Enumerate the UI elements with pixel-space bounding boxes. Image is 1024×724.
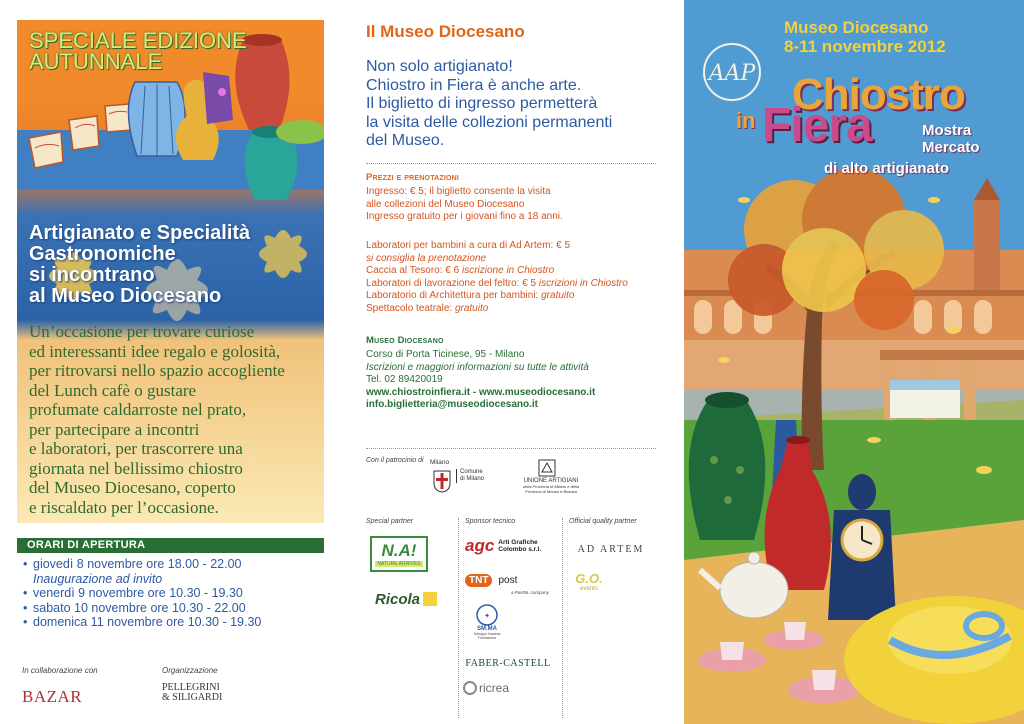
unione-artigiani-logo-icon bbox=[538, 459, 556, 477]
comune-line: Comune bbox=[460, 469, 483, 475]
left-panel bbox=[0, 0, 340, 724]
intro-line: la visita delle collezioni permanenti bbox=[366, 113, 613, 131]
comune-label bbox=[456, 469, 484, 483]
cover-title-in: in bbox=[736, 108, 756, 133]
na-logo bbox=[370, 536, 428, 572]
lab-text: Laboratori di lavorazione del feltro: € 5 bbox=[366, 277, 539, 289]
ad-artem-text: AD ARTEM bbox=[577, 543, 645, 555]
tnt-post-logo bbox=[465, 568, 555, 592]
ricola-mark-icon bbox=[423, 592, 437, 606]
faber-text: FABER-CASTELL bbox=[465, 657, 551, 669]
lab-text: Spettacolo teatrale: bbox=[366, 302, 455, 314]
info-note: Iscrizioni e maggiori informazioni su tutte le attività bbox=[366, 361, 589, 373]
smma-sub bbox=[473, 632, 500, 640]
lab-line bbox=[366, 290, 661, 303]
hours-item: • giovedì 8 novembre ore 18.00 - 22.00 Inaugurazione ad invito bbox=[23, 557, 324, 586]
cover-subtitle: di alto artigianato bbox=[824, 160, 950, 177]
quality-partner-col bbox=[562, 518, 662, 718]
body-line: e laboratori, per trascorrere una bbox=[29, 439, 243, 458]
milano-label: Milano bbox=[430, 459, 450, 466]
lab-line bbox=[366, 253, 661, 266]
bazar-logo: BAZAR bbox=[22, 687, 83, 706]
unione-sub bbox=[511, 484, 591, 494]
museum-contact-title: Museo Diocesano bbox=[366, 335, 444, 346]
phone: Tel. 02 89420019 bbox=[366, 374, 443, 386]
hours-item: • sabato 10 novembre ore 10.30 - 22.00 bbox=[23, 600, 246, 615]
body-line: per ritrovarsi nello spazio accogliente bbox=[29, 361, 285, 380]
price-line: Ingresso: € 5; il biglietto consente la visita bbox=[366, 186, 551, 197]
org-name bbox=[162, 683, 222, 703]
cover-mercato: Mercato bbox=[922, 139, 980, 156]
website-links[interactable]: www.chiostroinfiera.it - www.museodiocesano.it bbox=[366, 386, 596, 398]
collab-label: In collaborazione con bbox=[22, 666, 98, 675]
headline-line: Artigianato e Specialità bbox=[29, 222, 251, 244]
opening-hours bbox=[17, 538, 324, 646]
cover-panel bbox=[684, 0, 1024, 724]
smma-sub-line: Sviluppo Imprese bbox=[473, 632, 501, 636]
smma-sub-line: Formazione bbox=[477, 636, 497, 640]
intro-text bbox=[366, 58, 656, 151]
patronage bbox=[366, 455, 656, 495]
prices-title: Prezzi e prenotazioni bbox=[366, 172, 460, 183]
body-line: Un’occasione per trovare curiose bbox=[29, 322, 255, 341]
left-footer bbox=[22, 666, 322, 716]
unione-sub-line: della Provincia di Milano e della bbox=[522, 484, 580, 489]
cover-title-fiera: Fiera bbox=[762, 99, 872, 152]
ricrea-text: ricrea bbox=[479, 681, 510, 695]
body-line: del Museo Diocesano, coperto bbox=[29, 478, 236, 497]
divider bbox=[366, 448, 656, 449]
headline-line: Gastronomiche bbox=[29, 243, 176, 265]
lab-line bbox=[366, 240, 661, 253]
org-line: PELLEGRINI bbox=[162, 682, 220, 693]
hours-text: domenica 11 novembre ore 10.30 - 19.30 bbox=[33, 615, 262, 629]
middle-panel bbox=[342, 0, 682, 724]
svg-text:✦: ✦ bbox=[484, 612, 490, 620]
ricola-text: Ricola bbox=[374, 590, 420, 608]
tnt-mark: TNT bbox=[465, 574, 492, 587]
unione-sub-line: Provincia di Monza e Brianza bbox=[525, 489, 577, 494]
address: Corso di Porta Ticinese, 95 - Milano bbox=[366, 349, 525, 360]
post-sub: a PostNL company bbox=[511, 590, 549, 595]
body-line: per partecipare a incontri bbox=[29, 419, 200, 439]
body-line: giornata nel bellissimo chiostro bbox=[29, 458, 243, 478]
lab-note: iscrizione in Chiostro bbox=[461, 265, 555, 277]
museum-contact bbox=[366, 349, 661, 412]
collaboration bbox=[22, 666, 98, 707]
left-headline bbox=[29, 223, 319, 307]
lab-note: iscrizioni in Chiostro bbox=[538, 277, 628, 289]
agc-line: Colombo s.r.l. bbox=[498, 546, 542, 553]
edition-line-1: SPECIALE EDIZIONE bbox=[29, 28, 247, 53]
lab-line bbox=[366, 278, 661, 291]
intro-line: del Museo. bbox=[366, 132, 445, 149]
prices-block bbox=[366, 186, 661, 224]
ad-artem-logo bbox=[569, 534, 653, 564]
org-label: Organizzazione bbox=[162, 666, 218, 675]
cover-mostra: Mostra bbox=[922, 122, 972, 139]
go-events-logo bbox=[569, 568, 609, 594]
price-line: Ingresso gratuito per i giovani fino a 18 anni. bbox=[366, 211, 563, 223]
opening-hours-list bbox=[17, 553, 324, 630]
edition-line-2: AUTUNNALE bbox=[29, 49, 163, 74]
divider bbox=[366, 163, 656, 164]
lab-note: gratuito bbox=[541, 290, 575, 302]
cover-dates: 8-11 novembre 2012 bbox=[784, 37, 946, 56]
hours-text: sabato 10 novembre ore 10.30 - 22.00 bbox=[33, 600, 246, 615]
na-logo-sub: NATURE ARRIVES bbox=[377, 561, 421, 567]
cover-museum-name: Museo Diocesano bbox=[784, 18, 929, 37]
agc-line: Arti Grafiche bbox=[498, 539, 538, 546]
ceramics-illustration bbox=[17, 20, 324, 523]
cover-logo-mark: AAP bbox=[708, 61, 756, 86]
lab-text: Laboratori per bambini a cura di Ad Artem: € 5 bbox=[366, 240, 571, 251]
smma-logo bbox=[465, 600, 509, 644]
agc-logo bbox=[465, 534, 555, 558]
hours-item: • domenica 11 novembre ore 10.30 - 19.30 bbox=[23, 615, 262, 629]
body-line: profumate caldarroste nel prato, bbox=[29, 400, 247, 419]
special-partner-label: Special partner bbox=[366, 518, 414, 525]
intro-line: Chiostro in Fiera è anche arte. bbox=[366, 76, 582, 94]
faber-castell-logo bbox=[463, 654, 553, 672]
hours-text: venerdì 9 novembre ore 10.30 - 19.30 bbox=[33, 586, 243, 600]
special-partner-col bbox=[366, 518, 456, 718]
sponsor-tecnico-label: Sponsor tecnico bbox=[465, 518, 516, 525]
go-sub: events bbox=[580, 585, 598, 592]
quality-partner-label: Official quality partner bbox=[569, 518, 637, 525]
smma-text: SM.MA bbox=[477, 626, 497, 632]
labs-block bbox=[366, 240, 661, 316]
unione-name: UNIONE ARTIGIANI bbox=[523, 478, 579, 484]
headline-line: si incontrano bbox=[29, 264, 155, 286]
body-line: del Lunch cafè o gustare bbox=[29, 380, 197, 400]
email-link[interactable]: info.biglietteria@museodiocesano.it bbox=[366, 399, 538, 411]
museum-title: Il Museo Diocesano bbox=[366, 22, 525, 41]
lab-text: Laboratorio di Architettura per bambini: bbox=[366, 290, 542, 302]
hours-sub: Inaugurazione ad invito bbox=[33, 571, 163, 586]
ricrea-logo bbox=[463, 678, 533, 698]
ricola-logo bbox=[370, 588, 442, 610]
sponsors-area bbox=[366, 518, 662, 718]
lab-line bbox=[366, 303, 661, 316]
go-text: G.O. bbox=[575, 570, 603, 586]
lab-note: gratuito bbox=[454, 302, 489, 314]
comune-line: di Milano bbox=[460, 476, 485, 482]
lab-line bbox=[366, 265, 661, 278]
lab-text: Caccia al Tesoro: € 6 bbox=[366, 265, 462, 277]
intro-line: Il biglietto di ingresso permetterà bbox=[366, 95, 598, 112]
sponsor-tecnico-col bbox=[458, 518, 560, 718]
price-line: alle collezioni del Museo Diocesano bbox=[366, 198, 525, 210]
body-line: ed interessanti idee regalo e golosità, bbox=[29, 341, 281, 361]
left-body-text bbox=[29, 322, 321, 517]
hours-text: giovedì 8 novembre ore 18.00 - 22.00 bbox=[33, 557, 242, 571]
org-line: & SILIGARDI bbox=[162, 692, 223, 703]
cover-museum-dates bbox=[784, 18, 946, 56]
intro-line: Non solo artigianato! bbox=[366, 58, 513, 75]
ricrea-circle-icon bbox=[463, 681, 477, 695]
milano-crest-icon bbox=[432, 469, 452, 493]
smma-badge-icon bbox=[474, 604, 500, 626]
lab-note: si consiglia la prenotazione bbox=[366, 252, 487, 264]
body-line: e riscaldato per l’occasione. bbox=[29, 497, 219, 517]
unione-artigiani bbox=[511, 478, 591, 494]
agc-name bbox=[498, 539, 541, 553]
opening-hours-title: ORARI DI APERTURA bbox=[17, 538, 324, 553]
agc-mark: agc bbox=[465, 536, 495, 555]
cover-title-chiostro: Chiostro bbox=[792, 70, 965, 119]
headline-line: al Museo Diocesano bbox=[29, 285, 222, 307]
organization bbox=[162, 666, 222, 703]
patronage-label: Con il patrocinio di bbox=[366, 457, 424, 464]
post-text: post bbox=[498, 574, 518, 586]
cover-mostra-mercato bbox=[922, 122, 980, 156]
hours-item: • venerdì 9 novembre ore 10.30 - 19.30 bbox=[23, 586, 243, 600]
na-logo-text: N.A! bbox=[381, 541, 417, 560]
special-edition-title bbox=[29, 30, 247, 72]
